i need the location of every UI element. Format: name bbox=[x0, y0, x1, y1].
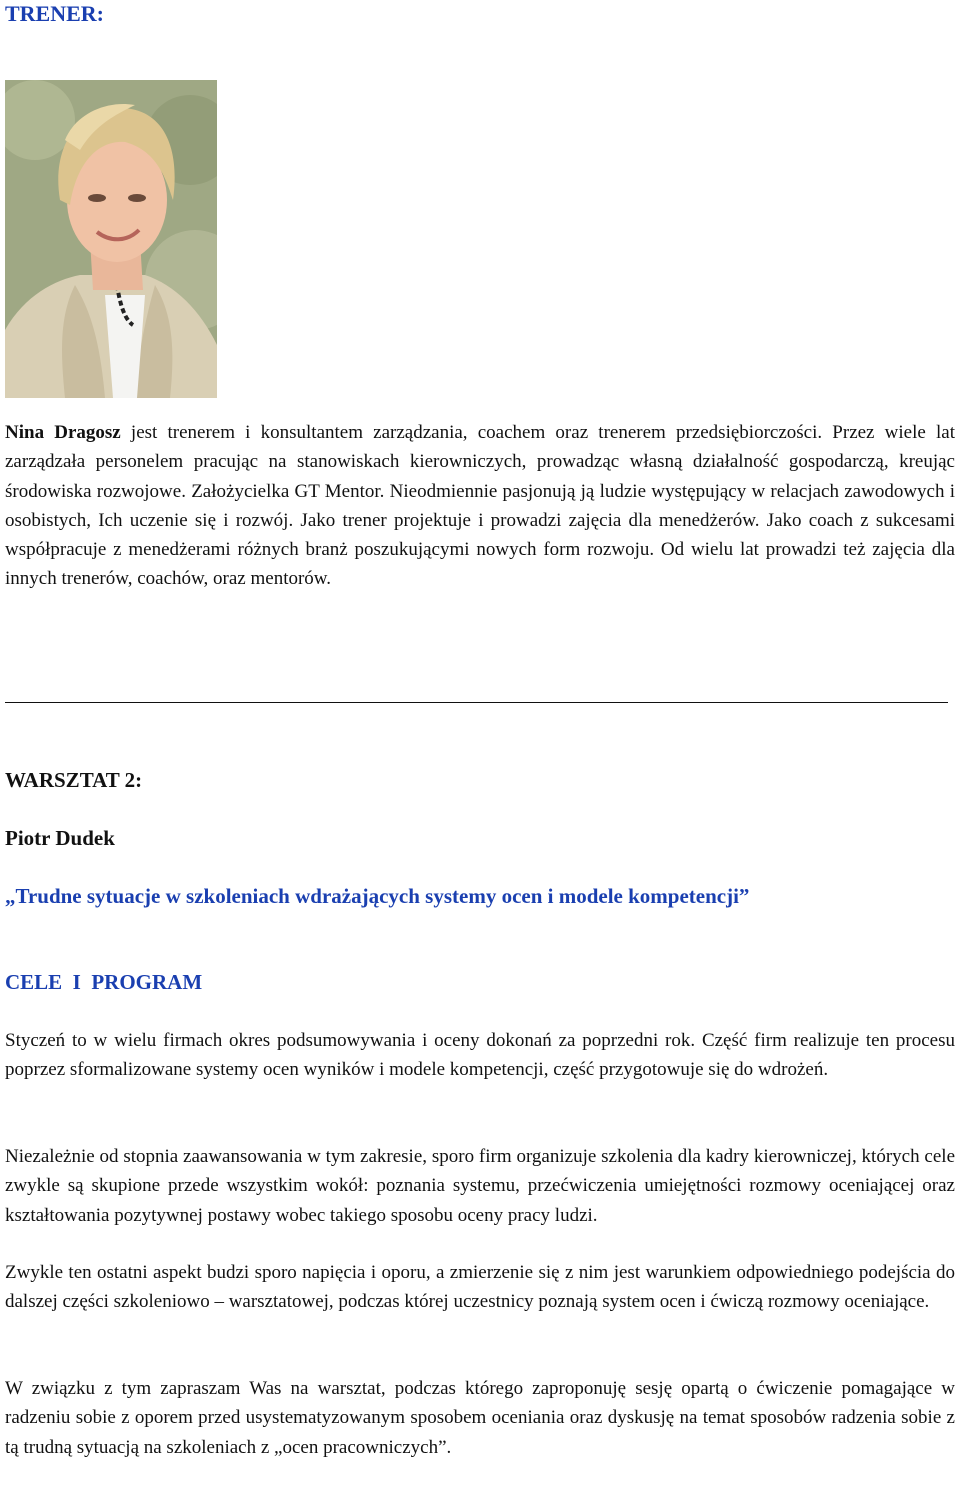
program-paragraph-3: Zwykle ten ostatni aspekt budzi sporo napięcia i oporu, a zmierzenie się z nim jest warunkiem odpowiedniego podejścia do dalszej części szkoleniowo – warsztatowej, podczas której uczestnicy poznają system ocen i ćwiczą rozmowy oceniające. bbox=[5, 1262, 955, 1313]
program-paragraph-4: W związku z tym zapraszam Was na warsztat, podczas którego zaproponuję sesję opartą o ćwiczenie pomagające w radzeniu sobie z oporem przed usystematyzowanym sposobem oceniania oraz dyskusję na temat sposobów radzenia sobie z tą trudną sytuacją na szkoleniach z „ocen pracowniczych”. bbox=[5, 1378, 955, 1458]
portrait-illustration bbox=[5, 80, 217, 398]
bio-text-part2: Jako trener projektuje i prowadzi zajęcia dla menedżerów. Jako coach z sukcesami współpracuje z menedżerami różnych branż poszukującymi nowych form rozwoju. Od wielu lat prowadzi też zajęcia dla innych trenerów, coachów, oraz mentorów. bbox=[5, 509, 955, 590]
workshop-label: WARSZTAT 2: bbox=[5, 768, 143, 792]
trainer-photo bbox=[5, 80, 217, 398]
section-divider bbox=[5, 702, 948, 703]
workshop-title: „Trudne sytuacje w szkoleniach wdrażających systemy ocen i modele kompetencji” bbox=[5, 884, 750, 908]
bio-text-part1: jest trenerem i konsultantem zarządzania, coachem oraz trenerem przedsiębiorczości. Przez wiele lat zarządzała personelem pracując na stanowiskach kierowniczych, prowadząc własną działalność gospodarczą, kreując środowiska rozwojowe. Założycielka GT Mentor. Nieodmiennie pasjonują ją ludzie występujący w relacjach zawodowych i osobistych, Ich uczenie się i rozwój. bbox=[5, 422, 955, 531]
trainer-heading: TRENER: bbox=[5, 1, 105, 26]
program-paragraph-1: Styczeń to w wielu firmach okres podsumowywania i oceny dokonań za poprzedni rok. Część firm realizuje ten procesu poprzez sformalizowane systemy ocen wyników i modele kompetencji, część przygotowuje się do wdrożeń. bbox=[5, 1030, 955, 1081]
section-heading: CELE I PROGRAM bbox=[5, 970, 203, 994]
trainer-bio bbox=[5, 418, 955, 594]
program-paragraph-2: Niezależnie od stopnia zaawansowania w tym zakresie, sporo firm organizuje szkolenia dla kadry kierowniczej, których cele zwykle są skupione przede wszystkim wokół: poznania systemu, przećwiczenia umiejętności rozmowy oceniającej oraz kształtowania pozytywnej postawy wobec takiego sposobu oceny pracy ludzi. bbox=[5, 1146, 955, 1226]
presenter-name: Piotr Dudek bbox=[5, 826, 115, 850]
trainer-name: Nina Dragosz bbox=[5, 422, 121, 443]
